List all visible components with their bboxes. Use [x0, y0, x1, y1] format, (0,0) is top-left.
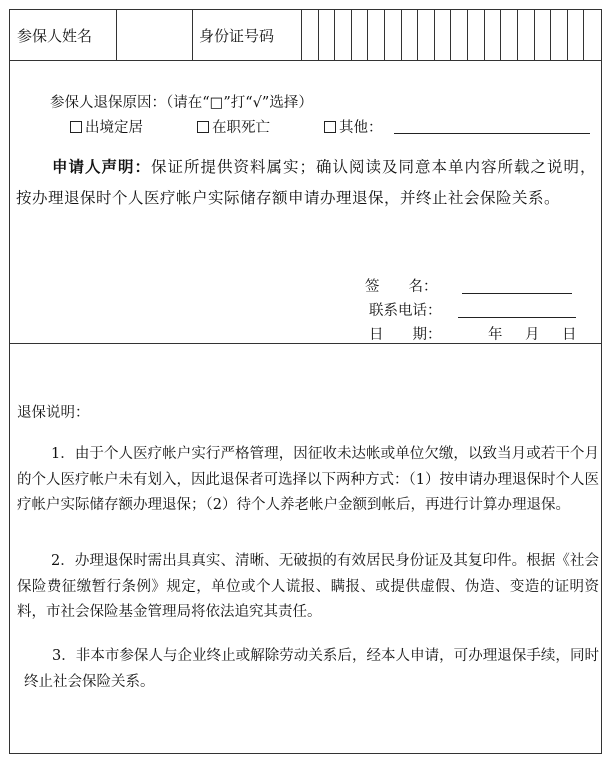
notes-title: 退保说明： [17, 405, 90, 421]
checkbox-other[interactable] [324, 121, 336, 133]
checkbox-emigrate[interactable] [70, 121, 82, 133]
reason-option-emigrate-label: 出境定居 [85, 120, 143, 136]
reason-option-other-label: 其他： [339, 120, 383, 136]
declaration [16, 151, 596, 214]
name-input[interactable] [117, 10, 193, 60]
id-digit-cell[interactable] [335, 10, 352, 60]
reason-option-emigrate[interactable] [70, 116, 143, 137]
id-digit-cell[interactable] [485, 10, 502, 60]
checkbox-death[interactable] [197, 121, 209, 133]
date-month: 月 [525, 327, 540, 343]
id-digit-cell[interactable] [402, 10, 419, 60]
date-day: 日 [562, 327, 577, 343]
name-label: 参保人姓名 [10, 10, 117, 60]
note-item-3: 3．非本市参保人与企业终止或解除劳动关系后，经本人申请，可办理退保手续，同时终止社会保险关系。 [24, 648, 599, 690]
id-digit-cell[interactable] [435, 10, 452, 60]
phone-input[interactable] [458, 317, 576, 318]
id-number-label: 身份证号码 [193, 10, 302, 60]
reason-option-other[interactable] [324, 116, 383, 137]
note-item-2: 2．办理退保时需出具真实、清晰、无破损的有效居民身份证及其复印件。根据《社会保险费征缴暂行条例》规定，单位或个人谎报、瞒报、或提供虚假、伪造、变造的证明资料，市社会保险基金管理局将依法追究其责任。 [17, 553, 599, 620]
id-digit-cell[interactable] [568, 10, 585, 60]
id-digit-cell[interactable] [551, 10, 568, 60]
id-digit-cell[interactable] [385, 10, 402, 60]
date-label: 日 期： [369, 327, 442, 343]
reason-prompt: 参保人退保原因：（请在“□”打“√”选择） [50, 95, 313, 111]
signature-label: 签 名： [365, 279, 438, 295]
id-digit-cell[interactable] [418, 10, 435, 60]
id-digit-cell[interactable] [468, 10, 485, 60]
id-digit-cell[interactable] [352, 10, 369, 60]
declaration-title: 申请人声明： [52, 157, 151, 176]
id-digit-cell[interactable] [302, 10, 319, 60]
other-reason-input[interactable] [394, 133, 590, 134]
phone-label: 联系电话： [369, 303, 442, 319]
id-digit-cell[interactable] [535, 10, 552, 60]
id-digit-cell[interactable] [584, 10, 601, 60]
note-item-1: 1．由于个人医疗帐户实行严格管理，因征收未达帐或单位欠缴，以致当月或若干个月的个人医疗帐户未有划入，因此退保者可选择以下两种方式：（1）按申请办理退保时个人医疗帐户实际储存额办理退保；（2）待个人养老帐户金额到帐后，再进行计算办理退保。 [17, 446, 599, 513]
date-year: 年 [488, 327, 503, 343]
refund-application-form [9, 9, 602, 754]
identity-row [10, 10, 601, 61]
id-digit-cell[interactable] [452, 10, 469, 60]
id-digit-cell[interactable] [368, 10, 385, 60]
id-digit-cell[interactable] [319, 10, 336, 60]
application-section [10, 61, 601, 344]
signature-input[interactable] [462, 293, 572, 294]
declaration-text: 保证所提供资料属实；确认阅读及同意本单内容所载之说明，按办理退保时个人医疗帐户实际储存额申请办理退保，并终止社会保险关系。 [16, 158, 596, 207]
reason-option-death[interactable] [197, 116, 270, 137]
reason-option-death-label: 在职死亡 [212, 120, 270, 136]
id-digit-cell[interactable] [501, 10, 518, 60]
id-digit-cell[interactable] [518, 10, 535, 60]
notes-section [10, 344, 601, 754]
